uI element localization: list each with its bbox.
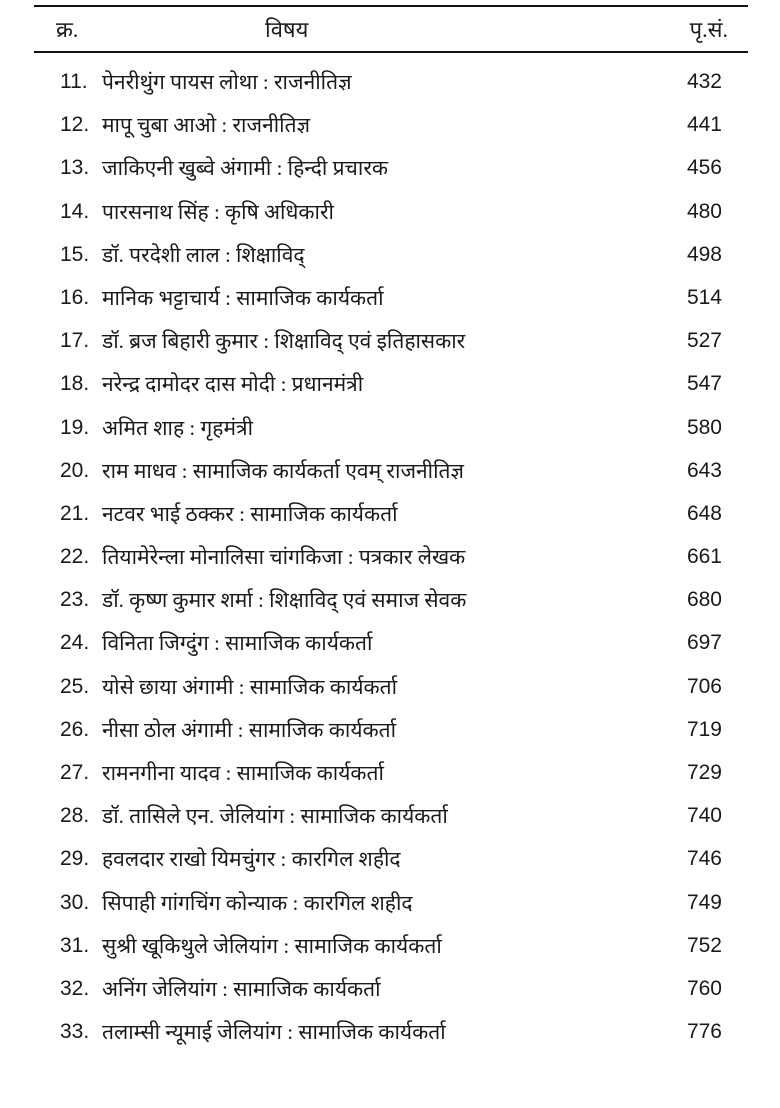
entry-number: 30. — [60, 890, 90, 914]
toc-entry — [0, 710, 780, 753]
toc-entry — [0, 667, 780, 710]
entry-title: मापू चुबा आओ : राजनीतिज्ञ — [102, 113, 311, 138]
entry-number: 31. — [60, 933, 90, 957]
toc-entry — [0, 408, 780, 451]
toc-entry — [0, 969, 780, 1012]
header-page: पृ.सं. — [689, 17, 728, 42]
entry-number: 22. — [60, 545, 90, 569]
entry-page: 729 — [686, 761, 722, 784]
entry-number: 19. — [60, 415, 90, 439]
entry-title: जाकिएनी खुब्वे अंगामी : हिन्दी प्रचारक — [102, 156, 389, 181]
entry-number: 24. — [60, 631, 90, 655]
entry-number: 14. — [60, 199, 90, 223]
entry-title: हवलदार राखो यिमचुंगर : कारगिल शहीद — [102, 847, 401, 872]
toc-entry — [0, 926, 780, 969]
entry-title: नीसा ठोल अंगामी : सामाजिक कार्यकर्ता — [102, 717, 397, 742]
entry-title: डॉ. तासिले एन. जेलियांग : सामाजिक कार्यकर्ता — [102, 804, 448, 829]
entry-page: 643 — [686, 458, 722, 482]
toc-entry — [0, 278, 780, 321]
entry-title: डॉ. कृष्ण कुमार शर्मा : शिक्षाविद् एवं समाज सेवक — [102, 588, 467, 613]
entry-title: सिपाही गांगचिंग कोन्याक : कारगिल शहीद — [102, 890, 413, 915]
toc-entry — [0, 580, 780, 623]
toc-entry — [0, 796, 780, 839]
entry-page: 749 — [686, 890, 722, 914]
entry-number: 23. — [60, 588, 90, 612]
entry-page: 441 — [686, 113, 722, 137]
entry-page: 580 — [686, 415, 722, 439]
entry-number: 25. — [60, 674, 90, 698]
entry-page: 648 — [686, 501, 722, 525]
toc-entry — [0, 537, 780, 580]
entry-title: नटवर भाई ठक्कर : सामाजिक कार्यकर्ता — [102, 501, 398, 526]
entry-title: अमित शाह : गृहमंत्री — [102, 415, 254, 440]
toc-entry — [0, 148, 780, 191]
entry-page: 697 — [686, 631, 722, 655]
entry-title: डॉ. ब्रज बिहारी कुमार : शिक्षाविद् एवं इतिहासकार — [102, 329, 466, 354]
toc-entry — [0, 623, 780, 666]
entry-number: 29. — [60, 847, 90, 871]
entry-page: 456 — [686, 156, 722, 180]
entry-number: 17. — [60, 329, 90, 353]
entry-page: 746 — [686, 847, 722, 871]
entry-title: विनिता जिग्दुंग : सामाजिक कार्यकर्ता — [102, 631, 373, 656]
toc-entry — [0, 235, 780, 278]
entry-page: 719 — [686, 717, 722, 741]
entry-page: 527 — [686, 329, 722, 353]
entry-page: 740 — [686, 804, 722, 828]
header-rule — [34, 51, 748, 53]
toc-entry — [0, 321, 780, 364]
entry-page: 498 — [686, 242, 722, 266]
entry-number: 15. — [60, 242, 90, 266]
entry-number: 28. — [60, 804, 90, 828]
entry-title: नरेन्द्र दामोदर दास मोदी : प्रधानमंत्री — [102, 372, 364, 397]
entry-page: 480 — [686, 199, 722, 223]
entry-title: राम माधव : सामाजिक कार्यकर्ता एवम् राजनीतिज्ञ — [102, 458, 464, 483]
entry-page: 432 — [686, 70, 722, 93]
entry-title: डॉ. परदेशी लाल : शिक्षाविद् — [102, 242, 305, 267]
entry-number: 26. — [60, 717, 90, 741]
entry-title: तियामेरेन्ला मोनालिसा चांगकिजा : पत्रकार लेखक — [102, 545, 466, 570]
toc-entry — [0, 62, 780, 105]
entry-number: 16. — [60, 285, 90, 309]
entry-number: 13. — [60, 156, 90, 180]
entry-number: 11. — [60, 70, 88, 93]
toc-entry — [0, 494, 780, 537]
header-subject: विषय — [265, 17, 309, 42]
toc-entry — [0, 192, 780, 235]
entry-page: 661 — [686, 545, 722, 569]
entry-number: 21. — [60, 501, 90, 525]
top-rule — [34, 5, 748, 7]
toc-entry — [0, 364, 780, 407]
entry-page: 752 — [686, 933, 722, 957]
entry-title: सुश्री खूकिथुले जेलियांग : सामाजिक कार्यकर्ता — [102, 933, 442, 958]
entry-title: पेनरीथुंग पायस लोथा : राजनीतिज्ञ — [102, 70, 352, 94]
entry-title: रामनगीना यादव : सामाजिक कार्यकर्ता — [102, 761, 384, 785]
entry-number: 12. — [60, 113, 90, 137]
entry-number: 33. — [60, 1020, 90, 1044]
header-serial: क्र. — [56, 17, 79, 42]
toc-entry — [0, 451, 780, 494]
entry-title: योसे छाया अंगामी : सामाजिक कार्यकर्ता — [102, 674, 398, 699]
toc-entry — [0, 839, 780, 882]
toc-entry — [0, 753, 780, 796]
entry-title: तलाम्सी न्यूमाई जेलियांग : सामाजिक कार्यकर्ता — [102, 1020, 446, 1045]
entry-page: 760 — [686, 976, 722, 1000]
entry-page: 706 — [686, 674, 722, 698]
entry-number: 27. — [60, 761, 90, 784]
toc-entry — [0, 105, 780, 148]
entry-title: मानिक भट्टाचार्य : सामाजिक कार्यकर्ता — [102, 285, 384, 310]
entry-number: 20. — [60, 458, 90, 482]
entry-number: 32. — [60, 976, 90, 1000]
entry-title: पारसनाथ सिंह : कृषि अधिकारी — [102, 199, 334, 224]
toc-entry — [0, 1012, 780, 1055]
entry-number: 18. — [60, 372, 90, 396]
toc-entry — [0, 883, 780, 926]
toc-list — [0, 62, 780, 1055]
entry-page: 776 — [686, 1020, 722, 1044]
entry-page: 680 — [686, 588, 722, 612]
entry-page: 514 — [686, 285, 722, 309]
entry-title: अनिंग जेलियांग : सामाजिक कार्यकर्ता — [102, 976, 381, 1001]
entry-page: 547 — [686, 372, 722, 396]
